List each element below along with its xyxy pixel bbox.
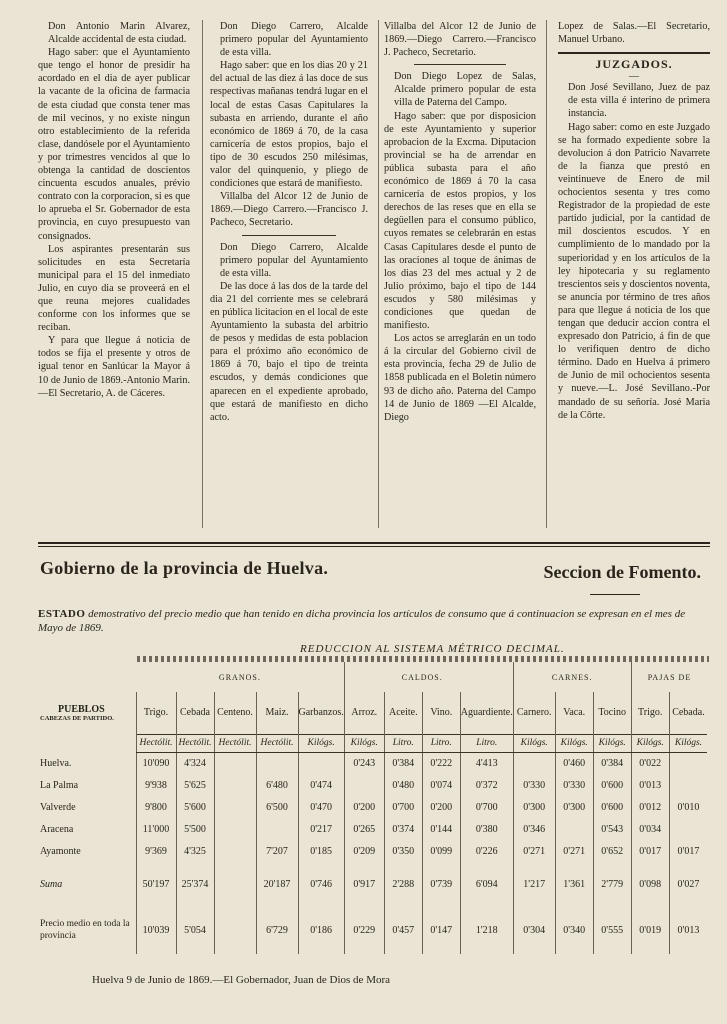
table-cell: 0'474 [298,774,344,796]
unit-cell: Hectólit. [176,734,214,752]
section-rule [558,52,710,54]
table-cell: 0'099 [422,840,460,862]
table-cell: 0'300 [555,796,593,818]
table-cell: 0'384 [593,752,631,774]
col-header: Vino. [422,692,460,734]
column-2 [210,20,368,424]
table-cell [298,752,344,774]
row-label: Suma [40,878,63,890]
table-cell: 6'480 [256,774,298,796]
table-cell: 0'209 [344,840,384,862]
col-header: Trigo. [136,692,176,734]
group-carnes: CARNES. [513,662,631,692]
col-header: Cebada [176,692,214,734]
unit-cell: Kilógs. [631,734,669,752]
row-label: Valverde [40,801,76,813]
row-label: Huelva. [40,757,72,769]
table-cell: 0'186 [298,906,344,954]
table-cell: 0'098 [631,862,669,906]
table-cell: 0'034 [631,818,669,840]
cabezas-label: CABEZAS DE PARTIDO. [40,715,114,722]
table-row [38,862,707,906]
column-divider [546,20,547,528]
table-cell: 0'271 [555,840,593,862]
table-row [38,752,707,774]
table-cell [256,818,298,840]
table-row [38,796,707,818]
column-3 [384,20,536,424]
col2-heading-2: Don Diego Carrero, Alcalde primero popular del Ayuntamiento de esta villa. [220,241,368,279]
table-cell: 0'185 [298,840,344,862]
table-cell [344,774,384,796]
table-cell: 0'700 [384,796,422,818]
col-header: Trigo. [631,692,669,734]
unit-cell: Kilógs. [513,734,555,752]
table-cell: 0'372 [460,774,513,796]
table-cell: 0'457 [384,906,422,954]
table-cell: 0'013 [669,906,707,954]
table-cell: 5'600 [176,796,214,818]
table-cell: 0'600 [593,796,631,818]
table-cell: 7'207 [256,840,298,862]
col-header: Cebada. [669,692,707,734]
signature-footer: Huelva 9 de Junio de 1869.—El Gobernador, Juan de Dios de Mora [92,974,391,986]
table-cell: 6'094 [460,862,513,906]
col-header: Garbanzos. [298,692,344,734]
table-cell [669,774,707,796]
table-cell: 0'017 [669,840,707,862]
table-row [38,774,707,796]
col-header: Vaca. [555,692,593,734]
col-header: Maiz. [256,692,298,734]
col-header: Carnero. [513,692,555,734]
column-divider [202,20,203,528]
table-cell [214,862,256,906]
table-cell: 0'217 [298,818,344,840]
group-pajas: PAJAS DE [631,662,707,692]
unit-cell: Litro. [460,734,513,752]
unit-cell: Kilógs. [669,734,707,752]
table-cell: 5'625 [176,774,214,796]
header-rule-top [38,542,710,544]
header-rule-top-thin [38,546,710,547]
table-cell: 0'380 [460,818,513,840]
col3-para: Hago saber: que por disposicion de este Ayuntamiento y superior aprobacion de la Excma. Diputacion provincial se ha de arrendar en pública subasta para el año económico de 1869 á 70 la casa carnicería de estos propios, y los derechos de las reses que en ella se degüellen para el consumo público, cuyos remates se celebrarán en estas Casas Capitulares desde el punto de las oraciones al toque de ánimas de los dias 23 del mes actual y 2 de Julio próximo, bajo el tipo de 144 escudos y 580 milésimas y condiciones que quedan de manifiesto. [384,110,536,332]
section-header-fomento: Seccion de Fomento. [543,562,701,582]
table-cell: 4'324 [176,752,214,774]
table-row [38,906,707,954]
table-cell: 0'652 [593,840,631,862]
table-cell: 0'304 [513,906,555,954]
table-cell: 0'346 [513,818,555,840]
table-cell [214,796,256,818]
table-cell: 0'017 [631,840,669,862]
col-header: Tocino [593,692,631,734]
table-cell: 0'480 [384,774,422,796]
table-cell: 9'369 [136,840,176,862]
table-cell: 2'779 [593,862,631,906]
col3-para: Los actos se arreglarán en un todo á la circular del Gobierno civil de esta provincia, fecha 29 de Julio de 1858 publicada en el Boletin número 93 de dicho año. Paterna del Campo 14 de Junio de 1869 —El Alcalde, Diego [384,333,536,423]
table-cell: 5'054 [176,906,214,954]
table-cell: 0'600 [593,774,631,796]
table-cell: 0'330 [555,774,593,796]
col-header: Centeno. [214,692,256,734]
price-table [38,662,707,954]
table-cell: 0'271 [513,840,555,862]
unit-cell: Litro. [422,734,460,752]
table-cell: 20'187 [256,862,298,906]
unit-cell: Hectólit. [214,734,256,752]
unit-cell: Litro. [384,734,422,752]
row-label: La Palma [40,779,79,791]
table-row [38,840,707,862]
header-ornament [590,594,640,595]
table-cell: 9'938 [136,774,176,796]
estado-title [38,607,710,635]
table-cell: 10'039 [136,906,176,954]
col-header: Aceite. [384,692,422,734]
row-label: Precio medio en toda la provincia [40,919,130,941]
table-cell: 0'374 [384,818,422,840]
table-cell: 0'074 [422,774,460,796]
table-cell: 0'013 [631,774,669,796]
col3-lead: Villalba del Alcor 12 de Junio de 1869.—Diego Carrero.—Francisco J. Pacheco, Secretario. [384,21,536,59]
table-cell [513,752,555,774]
reduccion-title: REDUCCION AL SISTEMA MÉTRICO DECIMAL. [300,643,565,655]
section-dash: — [628,71,640,83]
table-cell: 0'265 [344,818,384,840]
table-cell: 50'197 [136,862,176,906]
text-columns [38,20,710,532]
table-cell [555,818,593,840]
col1-heading: Don Antonio Marin Alvarez, Alcalde accidental de esta ciudad. [48,21,190,46]
table-cell: 1'361 [555,862,593,906]
table-cell: 0'917 [344,862,384,906]
unit-cell: Hectólit. [256,734,298,752]
column-divider [378,20,379,528]
col2-para: Villalba del Alcor 12 de Junio de 1869.—Diego Carrero.—Francisco J. Pacheco, Secretario. [210,191,368,229]
table-cell: 0'200 [422,796,460,818]
table-cell: 0'470 [298,796,344,818]
table-cell: 0'027 [669,862,707,906]
table-cell: 0'147 [422,906,460,954]
table-cell [669,818,707,840]
col1-para: Los aspirantes presentarán sus solicitudes en esta Secretaría municipal para el 15 del inmediato Julio, en cuyo dia se proveerá en el que reuna mejores cualidades conforme con los informes que se reciban. [38,243,190,334]
table-cell [214,818,256,840]
table-cell: 0'746 [298,862,344,906]
col-header: Aguardiente. [460,692,513,734]
table-cell: 0'340 [555,906,593,954]
table-cell: 0'226 [460,840,513,862]
col3-heading: Don Diego Lopez de Salas, Alcalde primero popular de esta villa de Paterna del Campo. [394,71,536,109]
section-title: JUZGADOS. [595,57,673,72]
table-cell: 25'374 [176,862,214,906]
estado-lead: ESTADO [38,608,86,620]
table-cell: 0'243 [344,752,384,774]
row-label: Ayamonte [40,845,81,857]
table-cell [669,752,707,774]
table-cell: 6'500 [256,796,298,818]
table-cell [214,774,256,796]
column-1 [38,20,190,400]
pueblos-label: PUEBLOS [58,704,105,715]
col2-para: Hago saber: que en los dias 20 y 21 del actual de las diez á las doce de sus respectivas mañanas tendrá lugar en el local de estas Casas Capitulares la subasta en arriendo, durante el año económico de 1869 á 70, de la casa carnicería de estos propios, bajo el tipo de 30 escudos 250 milésimas, valor del quinquenio, y pliego de condiciones que estará de manifiesto. [210,60,368,190]
unit-cell: Kilógs. [593,734,631,752]
table-cell: 0'555 [593,906,631,954]
table-cell [214,906,256,954]
table-cell: 0'330 [513,774,555,796]
table-cell: 0'019 [631,906,669,954]
col2-heading: Don Diego Carrero, Alcalde primero popular del Ayuntamiento de esta villa. [220,21,368,59]
col4-lead: Lopez de Salas.—El Secretario, Manuel Urbano. [558,21,710,46]
table-cell: 11'000 [136,818,176,840]
group-caldos: CALDOS. [401,672,443,682]
table-cell: 10'090 [136,752,176,774]
table-cell: 0'200 [344,796,384,818]
unit-cell: Kilógs. [555,734,593,752]
divider-rule [242,235,337,236]
unit-row [38,734,707,752]
table-cell: 5'500 [176,818,214,840]
table-cell: 0'700 [460,796,513,818]
table-cell: 0'022 [631,752,669,774]
column-header-row [38,692,707,734]
table-cell [256,752,298,774]
row-label: Aracena [40,823,74,835]
table-cell: 9'800 [136,796,176,818]
col2-para: De las doce á las dos de la tarde del dia 21 del corriente mes se celebrará en pública licitacion en el local de este Ayuntamiento la subasta del arbitrio de pesos y medidas de esta poblacion para el próximo año económico de 1869 á 70, bajo el tipo de treinta escudos, y demás condiciones que aparecen en el expediente aprobado, que estará de manifiesto en dicho acto. [210,280,368,423]
col-header: Arroz. [344,692,384,734]
table-cell: 0'460 [555,752,593,774]
table-cell: 4'325 [176,840,214,862]
table-cell: 0'384 [384,752,422,774]
table-cell: 1'218 [460,906,513,954]
col1-para: Hago saber: que el Ayuntamiento que tengo el honor de presidir ha acordado en el dia de ayer publicar la vacante de la oficina de farmacia de esta ciudad que consta tener mas de mil vecinos, y no existe ningun otro establecimiento de la referida clase, dandósele por el Ayuntamiento y por trimestres vencidos al que lo obtenga la cantidad de doscientos cincuenta escudos anuales, prévio contrato con la corporacion, si es que lo aprueba el Sr. Gobernador de esta provincia, en cuyo presupuesto van consignados. [38,47,190,242]
table-cell: 0'739 [422,862,460,906]
table-cell: 0'229 [344,906,384,954]
table-cell: 0'350 [384,840,422,862]
table-cell: 0'222 [422,752,460,774]
table-cell [214,840,256,862]
table-cell: 0'300 [513,796,555,818]
col4-para: Hago saber: como en este Juzgado se ha formado expediente sobre la devolucion á don Patricio Navarrete de la fianza que prestó en veintinueve de Enero de mil ochocientos sesenta y tres como Registrador de la propiedad de este partido judicial, por la cantidad de mil doscientos escudos. Y en cumplimiento de lo mandado por la superioridad y en los artículos de la ley hipotecaria y su reglamento trescientos seis y doscientos noventa, se anuncia por término de tres años para que llegue á noticia de los que tengan que deducir accion contra el expresado don Patricio, á fin de que lo verifiquen dentro de dicho término. Dado en Huelva á primero de Junio de mil ochocientos sesenta y nueve.—L. José Sevillano.-Por mandado de su señoría. José Maria de la Côrte. [558,121,710,421]
table-cell: 4'413 [460,752,513,774]
table-cell: 6'729 [256,906,298,954]
table-cell: 0'144 [422,818,460,840]
divider-rule [414,64,505,65]
col4-heading: Don José Sevillano, Juez de paz de esta villa é interino de primera instancia. [568,82,710,120]
table-cell [214,752,256,774]
table-cell: 0'543 [593,818,631,840]
section-header-gobierno: Gobierno de la provincia de Huelva. [40,558,329,578]
col1-para: Y para que llegue á noticia de todos se fija el presente y otros de igual tenor en Sanlúcar la Mayor á 10 de Junio de 1869.-Antonio Marin.—El Secretario, A. de Cáceres. [38,335,190,399]
table-cell: 0'012 [631,796,669,818]
unit-cell: Hectólit. [136,734,176,752]
column-4 [558,20,710,422]
unit-cell: Kilógs. [298,734,344,752]
unit-cell: Kilógs. [344,734,384,752]
table-cell: 0'010 [669,796,707,818]
estado-text: demostrativo del precio medio que han tenido en dicha provincia los artículos de consumo que á continuacion se expresan en el mes de Mayo de 1869. [38,608,686,634]
table-cell: 1'217 [513,862,555,906]
group-granos: GRANOS. [218,672,261,682]
table-row [38,818,707,840]
table-cell: 2'288 [384,862,422,906]
